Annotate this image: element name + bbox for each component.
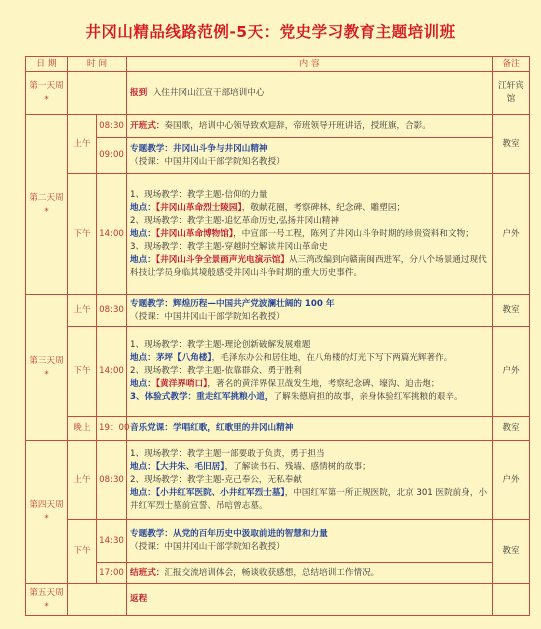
table-row	[26, 327, 530, 417]
clock-cell: 17:00	[97, 563, 127, 584]
content-cell	[127, 563, 493, 584]
site-name: 【小井红军医院、小井红军烈士墓】	[155, 487, 285, 498]
site-label: 地点：	[130, 202, 156, 213]
clock-cell: 09:00	[97, 138, 127, 174]
period-cell: 下午	[68, 520, 97, 584]
time-cell	[68, 72, 127, 115]
content-cell	[127, 327, 493, 417]
content-line	[130, 352, 489, 365]
content-cell	[127, 441, 493, 520]
content-line	[130, 202, 489, 215]
period-cell: 下午	[68, 327, 97, 417]
table-row	[26, 174, 530, 295]
content-line	[130, 378, 489, 391]
activity-desc: 了解朱德肩担的故事，亲身体验红军挑粮的艰辛。	[273, 392, 463, 402]
content-cell	[127, 520, 493, 563]
content-text: 汇报交流培训体会，畅谈收获感想，总结培训工作情况。	[164, 567, 380, 578]
content-text: 学唱红歌，红歌里的井冈山精神	[173, 423, 294, 433]
period-cell: 下午	[68, 174, 97, 295]
site-label: 地点：	[130, 379, 156, 389]
site-desc: ，毛泽东办公和居住地，在八角楼的灯光下写下两篇光辉著作。	[211, 353, 453, 363]
day-cell: 第四天周*	[26, 441, 68, 584]
content-sub: （授课：中国井冈山干部学院知名教授）	[130, 542, 285, 552]
content-line	[130, 254, 489, 280]
period-cell: 上午	[68, 115, 97, 174]
content-sub: （授课：中国井冈山干部学院知名教授）	[130, 156, 285, 167]
note-cell: 户外	[493, 327, 530, 417]
table-row	[26, 295, 530, 327]
day-cell: 第一天周*	[26, 72, 68, 115]
note-cell	[493, 584, 530, 616]
clock-cell: 08:30	[97, 441, 127, 520]
content-label: 返程	[130, 594, 148, 604]
header-note: 备注	[493, 57, 530, 72]
clock-cell: 08:30	[97, 115, 127, 138]
period-cell: 上午	[68, 295, 97, 327]
table-row	[26, 72, 530, 115]
content-line: 2、现场教学：教学主题-依靠群众、勇于胜利	[130, 366, 302, 376]
content-label: 音乐党课：	[130, 423, 173, 433]
site-name: 【大井朱、毛旧居】	[155, 461, 225, 472]
site-name: 【井冈山革命博物馆】	[155, 228, 234, 239]
table-row	[26, 115, 530, 138]
content-cell	[127, 115, 493, 138]
content-cell	[127, 174, 493, 295]
site-desc: ，著名的黄洋界保卫战发生地，考察纪念碑、壕沟、迫击炮；	[207, 379, 440, 389]
site-desc: ，中国红军第一所正规医院，北京 301 医院前身，小井红军烈士墓前宣誓、吊唁曾志墓。	[130, 487, 488, 511]
content-line: 2、现场教学：教学主题-克己奉公，无私奉献	[130, 474, 302, 485]
site-desc: ，敬献花圈，考察碑林、纪念碑、雕塑园；	[241, 202, 406, 213]
note-cell: 教室	[493, 295, 530, 327]
site-label: 地点：	[130, 353, 156, 363]
content-label: 专题教学：从党的百年历史中汲取前进的智慧和力量	[130, 529, 328, 539]
clock-cell: 14:00	[97, 174, 127, 295]
content-line: 1、现场教学：教学主题一部要敢于负责，勇于担当	[130, 448, 325, 459]
site-desc: 从三湾改编到向赣南闽西进军，分八个场景通过现代科技让学员身临其境般感受井冈山斗争时期的重大历史事件。	[130, 254, 487, 278]
note-cell: 户外	[493, 441, 530, 520]
note-cell: 教室	[493, 417, 530, 441]
content-cell	[127, 138, 493, 174]
site-name: 茅坪【八角楼】	[155, 353, 212, 363]
header-row	[26, 57, 530, 72]
content-line	[130, 487, 489, 513]
site-label: 地点：	[130, 461, 156, 472]
content-label: 报到	[130, 87, 148, 98]
content-text: 入住井冈山江宣干部培训中心	[152, 87, 265, 98]
content-label: 专题教学：辉煌历程—中国共产党波澜壮阔的 100 年	[130, 298, 335, 309]
note-cell: 教室	[493, 520, 530, 584]
day-cell: 第二天周*	[26, 115, 68, 295]
site-label: 地点：	[130, 254, 156, 265]
site-label: 地点：	[130, 487, 156, 498]
header-date: 日 期	[26, 57, 68, 72]
clock-cell: 19：00	[97, 417, 127, 441]
day-cell: 第五天周*	[26, 584, 68, 616]
content-cell	[127, 417, 493, 441]
clock-cell: 08:30	[97, 295, 127, 327]
clock-cell: 14:30	[97, 520, 127, 563]
content-cell	[127, 72, 493, 115]
content-label: 专题教学：井冈山斗争与井冈山精神	[130, 143, 268, 154]
note-cell: 江轩宾馆	[493, 72, 530, 115]
time-cell	[68, 584, 127, 616]
table-row	[26, 584, 530, 616]
content-line: 1、现场教学：教学主题-信仰的力量	[130, 189, 268, 200]
site-label: 地点：	[130, 228, 156, 239]
site-name: 【井冈山革命烈士陵园】	[155, 202, 242, 213]
period-cell: 晚上	[68, 417, 97, 441]
content-line	[130, 228, 489, 241]
content-line: 2、现场教学：教学主题-追忆革命历史,弘扬井冈山精神	[130, 215, 339, 226]
site-name: 【黄洋界哨口】	[155, 379, 208, 389]
content-cell	[127, 295, 493, 327]
content-label: 开班式：	[130, 120, 165, 131]
content-label: 结班式：	[130, 567, 165, 578]
table-row	[26, 138, 530, 174]
content-line: 1、现场教学：教学主题-理论创新破解发展难题	[130, 340, 311, 350]
content-text: 奏国歌，培训中心领导致欢迎辞，帝班领导开班讲话，授班旗，合影。	[164, 120, 431, 131]
header-content: 内 容	[127, 57, 493, 72]
page-title: 井冈山精品线路范例-5天：党史学习教育主题培训班	[85, 23, 456, 41]
content-line	[130, 391, 489, 404]
content-line	[130, 461, 489, 474]
site-desc: ，中宣部一号工程，陈列了井冈山斗争时期的珍贵资料和文物；	[233, 228, 474, 239]
table-row	[26, 441, 530, 520]
day-cell: 第三天周*	[26, 295, 68, 441]
schedule-table	[25, 56, 530, 616]
table-row	[26, 417, 530, 441]
activity-label: 3、体验式教学：重走红军挑粮小道，	[130, 392, 274, 402]
note-cell: 教室	[493, 115, 530, 174]
header-time: 时 间	[68, 57, 127, 72]
clock-cell: 14:00	[97, 327, 127, 417]
table-row	[26, 520, 530, 563]
site-desc: ，了解读书石、残墙、感情树的故事；	[224, 461, 371, 472]
note-cell: 户外	[493, 174, 530, 295]
content-cell	[127, 584, 493, 616]
table-row	[26, 563, 530, 584]
content-line: 3、现场教学：教学主题-穿越时空解读井冈山革命史	[130, 241, 328, 252]
site-name: 【井冈山斗争全景画声光电演示馆】	[155, 254, 290, 265]
period-cell: 上午	[68, 441, 97, 520]
content-sub: （授课：中国井冈山干部学院知名教授）	[130, 311, 285, 322]
